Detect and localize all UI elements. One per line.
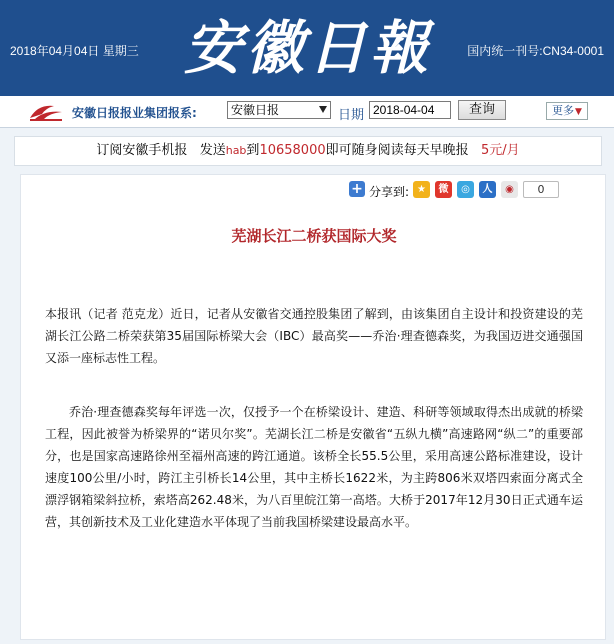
paper-select[interactable] bbox=[227, 101, 331, 119]
more-label: 更多 bbox=[552, 104, 575, 117]
promo-sms-code: hab bbox=[225, 144, 247, 157]
article-paragraph: 本报讯（记者 范克龙）近日，记者从安徽省交通控股集团了解到，由该集团自主设计和投资建设的芜湖长江公路二桥荣获第35届国际桥梁大会（IBC）最高奖——乔治·理查德森奖，为我国迈进交通强国又添一座标志性工程。 bbox=[45, 307, 583, 365]
date-input[interactable]: 2018-04-04 bbox=[369, 101, 451, 119]
promo-text-2: 到 bbox=[246, 143, 260, 158]
tencent-weibo-icon[interactable]: ◉ bbox=[501, 181, 518, 198]
share-count: 0 bbox=[523, 181, 559, 198]
promo-text-1: 订阅安徽手机报 发送 bbox=[96, 143, 226, 158]
toolbar bbox=[0, 96, 614, 128]
renren-icon[interactable]: 人 bbox=[479, 181, 496, 198]
triangle-down-icon: ▼ bbox=[575, 107, 582, 117]
promo-number: 10658000 bbox=[259, 143, 326, 158]
newspaper-logo[interactable]: 安徽日報 bbox=[183, 14, 432, 82]
chevron-down-icon bbox=[319, 106, 327, 113]
share-plus-icon[interactable]: + bbox=[349, 181, 365, 197]
promo-text-3: 即可随身阅读每天早晚报 bbox=[325, 143, 482, 158]
article-title: 芜湖长江二桥获国际大奖 bbox=[231, 227, 397, 245]
article-panel bbox=[20, 174, 606, 640]
masthead bbox=[0, 0, 614, 96]
weibo-icon[interactable]: 微 bbox=[435, 181, 452, 198]
share-label: 分享到: bbox=[369, 185, 410, 199]
qzone-icon[interactable]: ★ bbox=[413, 181, 430, 198]
paper-select-value: 安徽日报 bbox=[231, 103, 280, 117]
promo-price: 5元/月 bbox=[481, 143, 520, 158]
cn-number: 国内统一刊号:CN34-0001 bbox=[467, 44, 604, 58]
more-button[interactable] bbox=[546, 102, 588, 120]
masthead-date: 2018年04月04日 星期三 bbox=[10, 44, 139, 58]
anhui-daily-group-logo-icon[interactable] bbox=[28, 100, 64, 122]
wechat-icon[interactable]: ◎ bbox=[457, 181, 474, 198]
subscribe-promo-bar[interactable] bbox=[14, 136, 602, 166]
query-button[interactable]: 查询 bbox=[458, 100, 506, 120]
group-label: 安徽日报报业集团报系: bbox=[72, 106, 197, 120]
article-paragraph: 乔治·理查德森奖每年评选一次，仅授予一个在桥梁设计、建造、科研等领域取得杰出成就的桥梁工程，因此被誉为桥梁界的“诺贝尔奖”。芜湖长江二桥是安徽省“五纵九横”高速路网“纵二”的重要部分，也是国家高速路徐州至福州高速的跨江通道。该桥全长55.5公里，采用高速公路标准建设，设计速度100公里/小时，跨江主引桥长14公里，其中主桥长1622米，为主跨806米双塔四索面分离式全漂浮钢箱梁斜拉桥，索塔高262.48米，为八百里皖江第一高塔。大桥于2017年12月30日正式通车运营，其创新技术及工业化建造水平体现了当前我国桥梁建设最高水平。 bbox=[45, 405, 583, 529]
date-label: 日期 bbox=[338, 108, 365, 123]
